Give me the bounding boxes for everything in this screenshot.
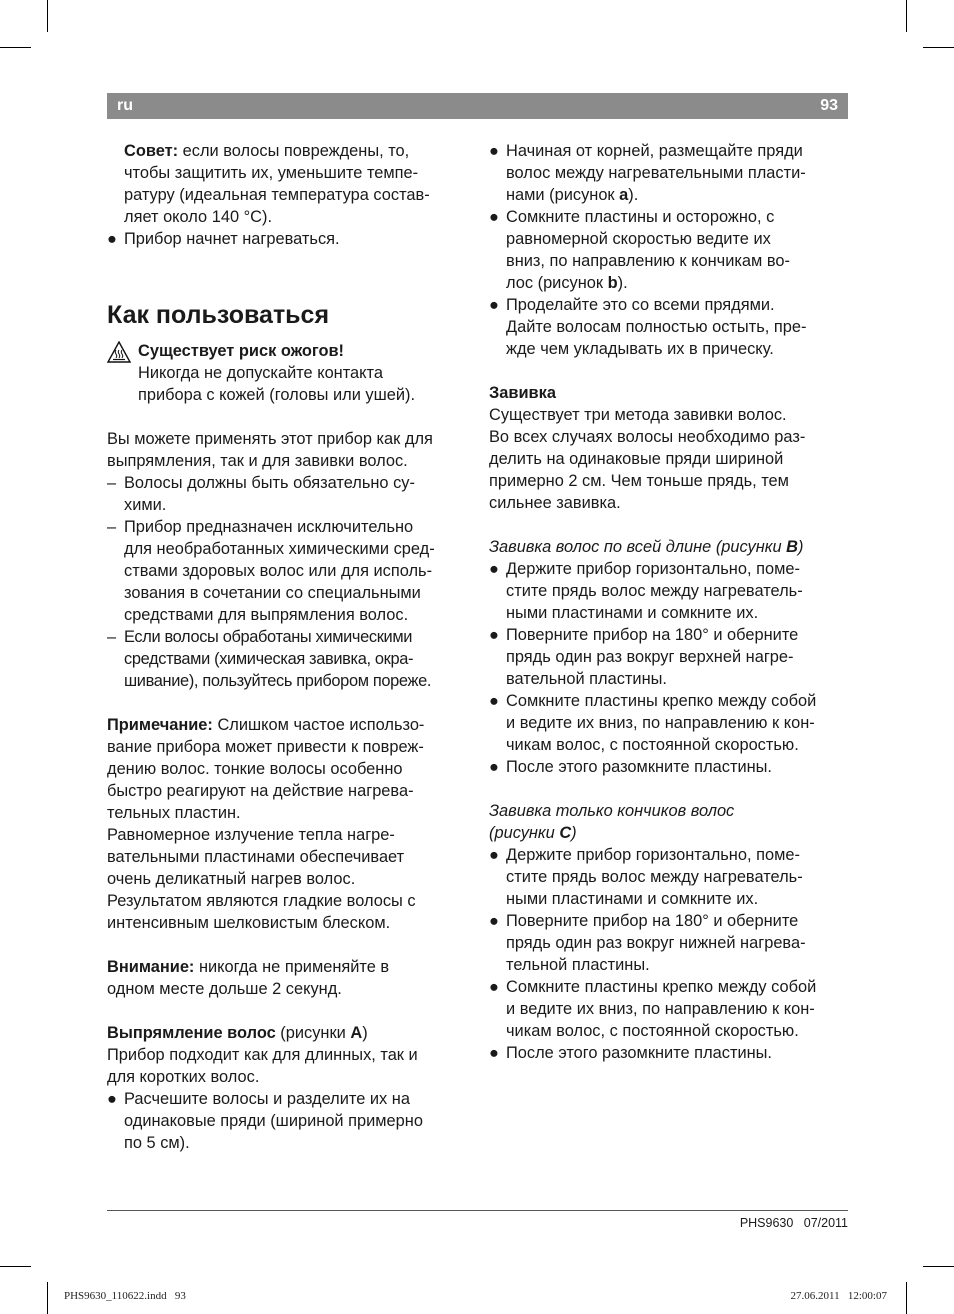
dash-icon: – [107,518,117,536]
list-item: ● Проделайте это со всеми прядями. Дайте волосам полностью остыть, пре- жде чем укладывать их в прическу. [489,296,807,358]
crop-mark [47,0,48,32]
page-header-bar [107,93,848,119]
print-slug-timestamp: 27.06.2011 12:00:07 [790,1290,887,1302]
list-item: ● Сомкните пластины и осторожно, с равномерной скоростью ведите их вниз, по направлению к кончикам во- лос (рисунок b). [489,208,790,292]
note-paragraph: Примечание: Слишком частое использо- вание прибора может привести к повреж- дению волос. тонкие волосы особенно быстро реагируют на действие нагрева- тельных пластин. Равномерное излучение тепла нагре- вательными пластинами обеспечивает очень деликатный нагрев волос. Результатом являются гладкие волосы с интенсивным шелковистым блеском. [107,716,425,932]
bullet-icon: ● [489,208,499,226]
bullet-icon: ● [489,912,499,930]
list-item: ● Поверните прибор на 180° и оберните прядь один раз вокруг верхней нагре- вательной пластины. [489,626,799,688]
page-number: 93 [820,97,838,114]
bullet-icon: ● [489,978,499,996]
bullet-icon: ● [489,626,499,644]
bullet-icon: ● [489,142,499,160]
list-item: ● После этого разомкните пластины. [489,758,772,776]
bullet-icon: ● [489,296,499,314]
language-code: ru [117,97,133,114]
bullet-icon: ● [489,758,499,776]
list-item: ● Держите прибор горизонтально, поме- стите прядь волос между нагреватель- ными пластинами и сомкните их. [489,846,803,908]
list-item: ● Сомкните пластины крепко между собой и ведите их вниз, по направлению к кон- чикам волос, с постоянной скоростью. [489,978,817,1040]
warning-hot-surface-icon [107,341,131,363]
bullet-icon: ● [489,560,499,578]
bullet-icon: ● [489,1044,499,1062]
attention-paragraph: Внимание: никогда не применяйте в одном месте дольше 2 секунд. [107,958,390,998]
right-column: ● Начиная от корней, размещайте пряди волос между нагревательными пласти- нами (рисунок a). ● Сомкните пластины и осторожно, с равномерной скоростью ведите их вниз, по направлению к кончикам во- лос (рисунок b). ● Проделайте это со всеми прядями. Дайте волосам полностью остыть, пре- жде чем укладывать их в прическу. Завивка Существует три метода завивки волос. Во всех случаях волосы необходимо раз- делить на одинаковые пряди шириной примерно 2 см. Чем тоньше прядь, тем сильнее завивка. Завивка волос по всей длине (рисунки B) ● Держите прибор горизонтально, поме- стите прядь волос между нагреватель- ными пластинами и сомкните их. ● Поверните прибор на 180° и оберните прядь один раз вокруг верхней нагре- вательной пластины. ● Сомкните пластины крепко между собой и ведите их вниз, по направлению к кон- чикам волос, с постоянной скоростью. ● После этого разомкните пластины. Завивка только кончиков волос (рисунки C) ● Держите прибор горизонтально, поме- стите прядь волос между нагреватель- ными пластинами и сомкните их. ● Поверните прибор на 180° и оберните прядь один раз вокруг нижней нагрева- тельной пластины. ● Сомкните пластины крепко между собой и ведите их вниз, по направлению к кон- чикам волос, с постоянной скоростью. ● После этого разомкните пластины. [489,140,851,1064]
section-title: Как пользоваться [107,301,330,329]
footer-rule [107,1210,848,1211]
list-item: ● Поверните прибор на 180° и оберните прядь один раз вокруг нижней нагрева- тельной пластины. [489,912,806,974]
crop-mark [47,1282,48,1314]
crop-mark [906,0,907,32]
crop-mark [0,1266,31,1267]
note-label: Примечание: [107,716,213,734]
list-item: ● Сомкните пластины крепко между собой и ведите их вниз, по направлению к кон- чикам волос, с постоянной скоростью. [489,692,817,754]
dash-icon: – [107,628,116,646]
curling-heading: Завивка [489,384,556,402]
dash-icon: – [107,474,117,492]
crop-mark [0,47,31,48]
list-item: ● Расчешите волосы и разделите их на одинаковые пряди (шириной примерно по 5 см). [107,1090,423,1152]
full-length-curl-heading: Завивка волос по всей длине (рисунки B) [489,538,804,556]
tip-paragraph: Совет: если волосы повреждены, то, чтобы защитить их, уменьшите темпе- ратуру (идеальная температура состав- ляет около 140 °C). [124,142,430,226]
bullet-icon: ● [489,692,499,710]
print-slug-file: PHS9630_110622.indd 93 [64,1290,186,1302]
bullet-icon: ● [489,846,499,864]
bullet-icon: ● [107,1090,117,1108]
crop-mark [906,1282,907,1314]
list-item: ● После этого разомкните пластины. [489,1044,772,1062]
crop-mark [923,1266,954,1267]
footer-model-date: PHS9630 07/2011 [739,1216,848,1230]
list-item: – Если волосы обработаны химическими средствами (химическая завивка, окра- шивание), пользуйтесь прибором пореже. [107,628,432,690]
tip-label: Совет: [124,142,179,160]
warning-title: Существует риск ожогов! [138,342,345,360]
list-item: ● Начиная от корней, размещайте пряди волос между нагревательными пласти- нами (рисунок a). [489,142,806,204]
list-item: ● Прибор начнет нагреваться. [107,230,340,248]
list-item: ● Держите прибор горизонтально, поме- стите прядь волос между нагреватель- ными пластинами и сомкните их. [489,560,803,622]
tips-curl-heading: Завивка только кончиков волос [489,802,735,820]
burn-warning: Существует риск ожогов! Никогда не допускайте контакта прибора с кожей (головы или ушей). [107,340,469,406]
list-item: – Прибор предназначен исключительно для необработанных химическими сред- ствами здоровых волос или для исполь- зования в сочетании со специальными средствами для выпрямления волос. [107,518,435,624]
attention-label: Внимание: [107,958,195,976]
straightening-heading: Выпрямление волос (рисунки A) [107,1024,368,1042]
crop-mark [923,47,954,48]
bullet-icon: ● [107,230,117,248]
list-item: – Волосы должны быть обязательно су- хими. [107,474,415,514]
left-column: Совет: если волосы повреждены, то, чтобы защитить их, уменьшите темпе- ратуру (идеальная температура состав- ляет около 140 °C). ● Прибор начнет нагреваться. Как пользоваться Существует риск ожогов! Никогда не допускайте контакта прибора с кожей (головы или ушей). Вы можете применять этот прибор как для выпрямления, так и для завивки волос. – Волосы должны быть обязательно су- хими. – Прибор предназначен исключительно для необработанных химическими сред- ствами здоровых волос или для исполь- зования в сочетании со специальными средствами для выпрямления волос. – Если волосы обработаны химическими средствами (химическая завивка, окра- шивание), пользуйтесь прибором пореже. Примечание: Слишком частое использо- вание прибора может привести к повреж- дению волос. тонкие волосы особенно быстро реагируют на действие нагрева- тельных пластин. Равномерное излучение тепла нагре- вательными пластинами обеспечивает очень деликатный нагрев волос. Результатом являются гладкие волосы с интенсивным шелковистым блеском. Внимание: никогда не применяйте в одном месте дольше 2 секунд. Выпрямление волос (рисунки A) Прибор подходит как для длинных, так и для коротких волос. ● Расчешите волосы и разделите их на одинаковые пряди (шириной примерно по 5 см). [107,140,469,1154]
